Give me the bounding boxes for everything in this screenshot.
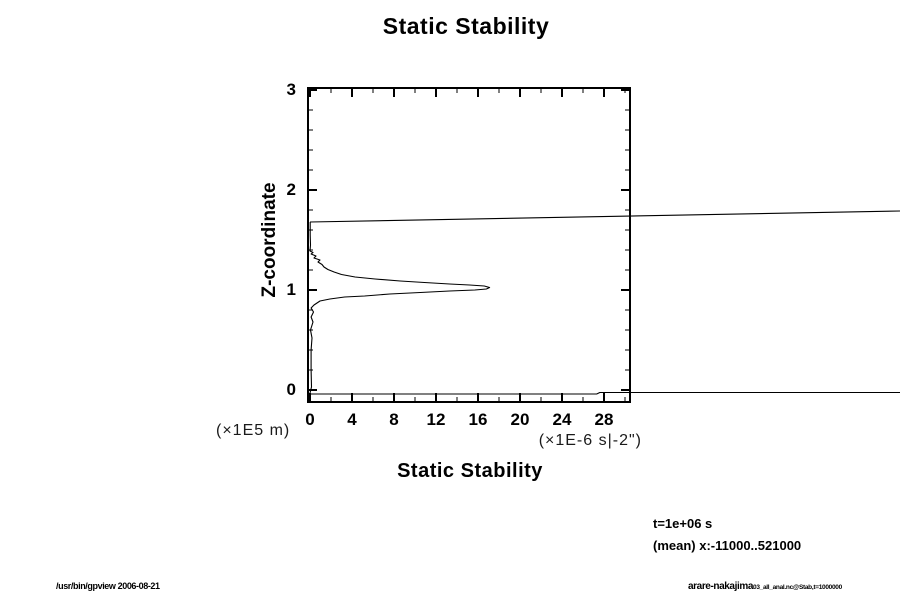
y-tick-label: 0 <box>286 380 296 399</box>
x-tick-label: 16 <box>468 410 488 429</box>
plot-title: Static Stability <box>382 13 550 39</box>
x-tick-label: 28 <box>594 410 614 429</box>
footer-source-detail: 03_all_anal.nc@Stab,t=1000000 <box>753 584 842 591</box>
surface-spike-line-curve <box>310 393 900 395</box>
annotation-time: t=1e+06 s <box>653 516 713 531</box>
plot-frame <box>308 88 630 402</box>
footer-command: /usr/bin/gpview 2006-08-21 <box>56 581 160 591</box>
x-tick-label: 20 <box>510 410 530 429</box>
annotation-mean: (mean) x:-11000..521000 <box>653 538 802 553</box>
y-axis-unit: (×1E5 m) <box>216 422 291 439</box>
footer-source <box>688 581 842 592</box>
x-tick-label: 4 <box>347 410 357 429</box>
y-axis-label: Z-coordinate <box>259 182 280 298</box>
x-tick-label: 24 <box>552 410 572 429</box>
x-tick-label: 8 <box>389 410 399 429</box>
x-tick-label: 12 <box>426 410 446 429</box>
y-tick-label: 2 <box>286 180 296 199</box>
footer-source-name: arare-nakajima <box>688 581 754 592</box>
x-tick-label: 0 <box>305 410 315 429</box>
y-tick-label: 1 <box>286 280 296 299</box>
x-axis-unit: (×1E-6 s|-2") <box>538 432 642 449</box>
stability-profile-curve <box>310 222 490 393</box>
y-tick-label: 3 <box>286 80 296 99</box>
x-axis-title: Static Stability <box>397 460 543 482</box>
inversion-spike-line-curve <box>310 211 900 222</box>
